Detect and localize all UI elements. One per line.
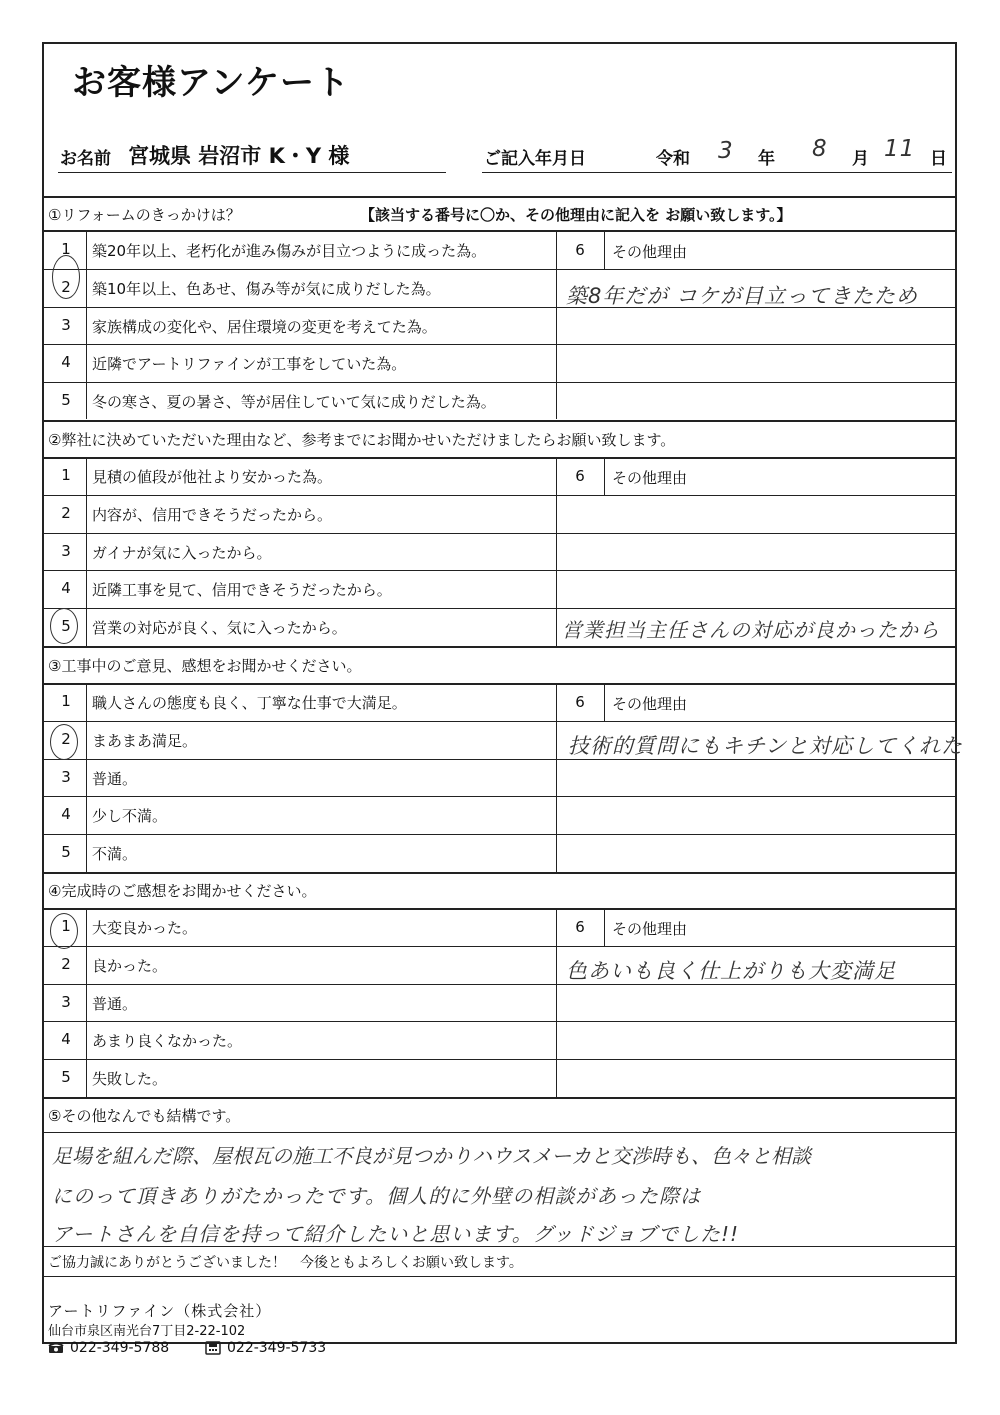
col-divider <box>556 909 557 1097</box>
option-num: 1 <box>61 466 71 484</box>
q5-handwritten-line: アートさんを自信を持って紹介したいと思います。グッドジョブでした!! <box>52 1222 740 1246</box>
option-label: 営業の対応が良く、気に入ったから。 <box>92 619 347 637</box>
option-num: 1 <box>61 917 71 935</box>
q1-instruction: 【該当する番号に〇か、その他理由に記入を お願い致します。】 <box>360 206 792 224</box>
q5-heading: ⑤その他なんでも結構です。 <box>48 1107 241 1125</box>
divider <box>42 457 957 459</box>
month-unit: 月 <box>852 149 869 169</box>
answer-circle-mark <box>50 608 78 644</box>
other-num: 6 <box>575 693 585 711</box>
q1-heading: ①リフォームのきっかけは？ <box>48 206 241 224</box>
name-label: お名前 <box>60 149 111 169</box>
customer-name: 宮城県 岩沼市 K・Y 様 <box>128 144 350 168</box>
q5-handwritten-line: にのって頂きありがたかったです。個人的に外壁の相談があった際は <box>52 1184 701 1208</box>
option-label: 普通。 <box>92 770 138 788</box>
q2-heading: ②弊社に決めていただいた理由など、参考までにお聞かせいただけましたらお願い致します。 <box>48 431 676 449</box>
option-label: 内容が、信用できそうだったから。 <box>92 506 333 524</box>
row-line <box>42 344 957 345</box>
date-underline <box>482 172 952 173</box>
option-num: 2 <box>61 278 71 296</box>
year-value: 3 <box>718 138 734 164</box>
col-divider <box>86 684 87 872</box>
company-name: アートリファイン（株式会社） <box>48 1302 272 1320</box>
option-num: 5 <box>61 617 71 635</box>
other-label: その他理由 <box>612 469 688 487</box>
option-label: 普通。 <box>92 995 138 1013</box>
q4-handwritten-answer: 色あいも良く仕上がりも大変満足 <box>566 959 896 983</box>
other-num: 6 <box>575 918 585 936</box>
option-label: 少し不満。 <box>92 807 168 825</box>
divider <box>42 1097 957 1099</box>
tel-number: 022-349-5788 <box>70 1340 170 1356</box>
other-label: その他理由 <box>612 695 688 713</box>
col-divider <box>604 231 605 269</box>
answer-circle-mark <box>50 913 78 949</box>
row-line <box>42 533 957 534</box>
q4-heading: ④完成時のご感想をお聞かせください。 <box>48 882 317 900</box>
row-line <box>42 721 957 722</box>
col-divider <box>86 458 87 646</box>
option-num: 3 <box>61 993 71 1011</box>
page-title: お客様アンケート <box>72 63 350 103</box>
option-label: ガイナが気に入ったから。 <box>92 544 272 562</box>
q3-handwritten-answer: 技術的質問にもキチンと対応してくれた <box>568 734 963 758</box>
divider <box>42 646 957 648</box>
option-label: 近隣工事を見て、信用できそうだったから。 <box>92 581 392 599</box>
fax-line <box>205 1340 326 1356</box>
option-label: 失敗した。 <box>92 1070 168 1088</box>
other-num: 6 <box>575 467 585 485</box>
option-num: 4 <box>61 805 71 823</box>
q3-heading: ③工事中のご意見、感想をお聞かせください。 <box>48 657 362 675</box>
divider <box>42 908 957 910</box>
option-num: 4 <box>61 1030 71 1048</box>
answer-circle-mark <box>52 255 80 299</box>
col-divider <box>556 231 557 419</box>
row-line <box>42 796 957 797</box>
divider <box>42 420 957 422</box>
day-unit: 日 <box>930 149 947 169</box>
fax-number: 022-349-5733 <box>227 1340 327 1356</box>
row-line <box>42 269 957 270</box>
other-label: その他理由 <box>612 920 688 938</box>
col-divider <box>604 909 605 947</box>
option-num: 2 <box>61 504 71 522</box>
option-num: 1 <box>61 692 71 710</box>
option-num: 3 <box>61 542 71 560</box>
divider <box>42 872 957 874</box>
col-divider <box>86 231 87 419</box>
row-line <box>42 1246 957 1247</box>
col-divider <box>556 458 557 646</box>
option-label: 冬の寒さ、夏の暑さ、等が居住していて気に成りだした為。 <box>92 393 496 411</box>
q5-handwritten-line: 足場を組んだ際、屋根瓦の施工不良が見つかりハウスメーカと交渉時も、色々と相談 <box>52 1144 811 1168</box>
option-label: 近隣でアートリファインが工事をしていた為。 <box>92 355 407 373</box>
option-num: 5 <box>61 843 71 861</box>
fax-icon <box>205 1341 221 1355</box>
option-num: 5 <box>61 391 71 409</box>
row-line <box>42 946 957 947</box>
option-num: 4 <box>61 353 71 371</box>
year-unit: 年 <box>758 149 775 169</box>
divider <box>42 683 957 685</box>
month-value: 8 <box>812 136 828 162</box>
option-num: 1 <box>61 240 71 258</box>
row-line <box>42 570 957 571</box>
col-divider <box>86 909 87 1097</box>
option-num: 3 <box>61 768 71 786</box>
row-line <box>42 834 957 835</box>
phone-icon <box>48 1342 64 1354</box>
row-line <box>42 1021 957 1022</box>
divider <box>42 196 957 198</box>
day-value: 11 <box>884 136 916 162</box>
option-label: 築10年以上、色あせ、傷み等が気に成りだした為。 <box>92 280 441 298</box>
other-label: その他理由 <box>612 243 688 261</box>
tel-line <box>48 1340 169 1356</box>
row-line <box>42 1276 957 1277</box>
option-num: 3 <box>61 316 71 334</box>
col-divider <box>604 684 605 722</box>
row-line <box>42 1132 957 1133</box>
row-line <box>42 382 957 383</box>
option-label: 不満。 <box>92 845 138 863</box>
option-label: 見積の値段が他社より安かった為。 <box>92 468 333 486</box>
other-num: 6 <box>575 241 585 259</box>
company-address: 仙台市泉区南光台7丁目2-22-102 <box>48 1324 246 1339</box>
q1-handwritten-answer: 築8年だが コケが目立ってきたため <box>566 284 919 308</box>
option-label: あまり良くなかった。 <box>92 1032 243 1050</box>
option-label: まあまあ満足。 <box>92 732 198 750</box>
row-line <box>42 608 957 609</box>
thanks-message: ご協力誠にありがとうございました！ 今後ともよろしくお願い致します。 <box>48 1255 523 1271</box>
option-label: 築20年以上、老朽化が進み傷みが目立つように成った為。 <box>92 242 487 260</box>
option-label: 職人さんの態度も良く、丁寧な仕事で大満足。 <box>92 694 407 712</box>
option-num: 2 <box>61 730 71 748</box>
row-line <box>42 1059 957 1060</box>
option-label: 良かった。 <box>92 957 168 975</box>
era-label: 令和 <box>656 149 690 169</box>
name-underline <box>58 172 446 173</box>
divider <box>42 230 957 232</box>
q2-handwritten-answer: 営業担当主任さんの対応が良かったから <box>562 618 940 642</box>
col-divider <box>604 458 605 496</box>
option-label: 家族構成の変化や、居住環境の変更を考えてた為。 <box>92 318 437 336</box>
option-num: 2 <box>61 955 71 973</box>
answer-circle-mark <box>50 724 78 760</box>
col-divider <box>556 684 557 872</box>
row-line <box>42 495 957 496</box>
date-label: ご記入年月日 <box>484 149 586 169</box>
option-num: 5 <box>61 1068 71 1086</box>
option-num: 4 <box>61 579 71 597</box>
option-label: 大変良かった。 <box>92 919 198 937</box>
